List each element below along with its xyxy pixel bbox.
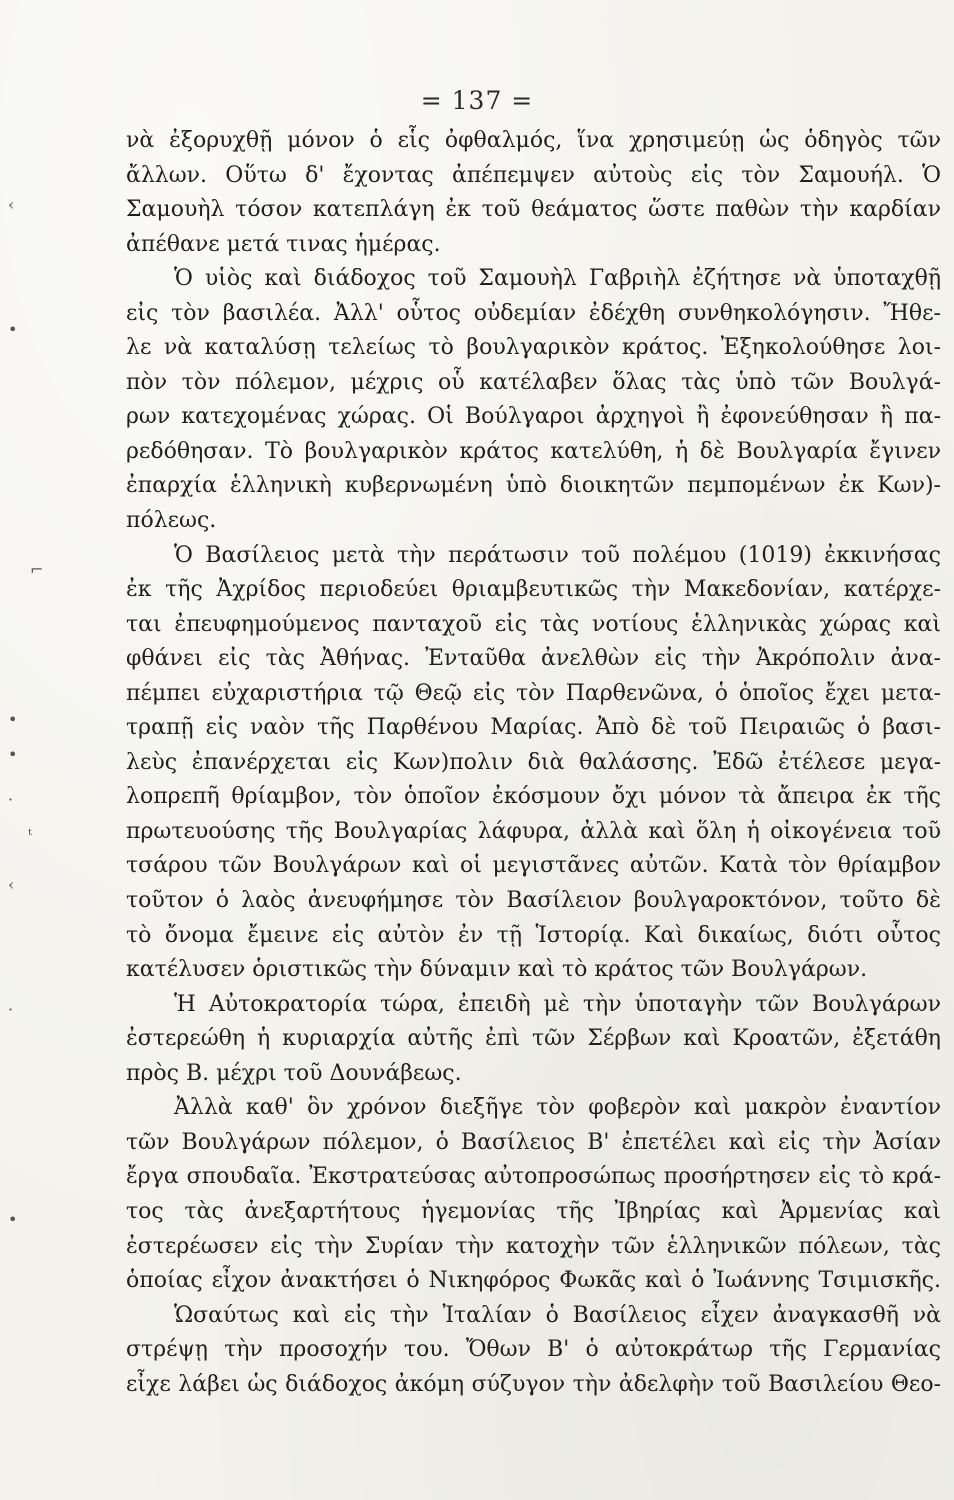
margin-speck: ·	[8, 790, 14, 809]
text-line: ἔργα σπουδαῖα. Ἐκστρατεύσας αὐτοπροσώπως προσήρτησεν εἰς τὸ κρά-	[126, 1164, 941, 1190]
text-line: Ἀλλὰ καθ' ὃν χρόνον διεξῆγε τὸν φοβερὸν καὶ μακρὸν ἐναντίον	[174, 1095, 941, 1121]
text-line: λε νὰ καταλύσῃ τελείως τὸ βουλγαρικὸν κράτος. Ἐξηκολούθησε λοι-	[126, 335, 941, 361]
text-line: πὸν τὸν πόλεμον, μέχρις οὗ κατέλαβεν ὅλας τὰς ὑπὸ τῶν Βουλγά-	[126, 369, 941, 395]
text-line: λοπρεπῆ θρίαμβον, τὸν ὁποῖον ἐκόσμουν ὄχι μόνον τὰ ἄπειρα ἐκ τῆς	[126, 784, 941, 810]
text-line: Ὁ Βασίλειος μετὰ τὴν περάτωσιν τοῦ πολέμου (1019) ἐκκινήσας	[174, 542, 941, 568]
text-line: ται ἐπευφημούμενος πανταχοῦ εἰς τὰς νοτίους ἑλληνικὰς χώρας καὶ	[126, 611, 941, 637]
margin-speck: ‹	[8, 195, 15, 214]
text-line: τῶν Βουλγάρων πόλεμον, ὁ Βασίλειος Β' ἐπετέλει καὶ εἰς τὴν Ἀσίαν	[126, 1129, 941, 1155]
text-line: στρέψῃ τὴν προσοχήν του. Ὄθων Β' ὁ αὐτοκράτωρ τῆς Γερμανίας	[126, 1337, 941, 1363]
text-line: ἐστερεώθη ἡ κυριαρχία αὐτῆς ἐπὶ τῶν Σέρβων καὶ Κροατῶν, ἐξετάθη	[126, 1026, 941, 1052]
margin-speck: •	[8, 320, 18, 339]
text-line: πέμπει εὐχαριστήρια τῷ Θεῷ εἰς τὸν Παρθενῶνα, ὁ ὁποῖος ἔχει μετα-	[126, 680, 941, 706]
text-line: ἐστερέωσεν εἰς τὴν Συρίαν τὴν κατοχὴν τῶν ἑλληνικῶν πόλεων, τὰς	[126, 1233, 941, 1259]
text-line: τσάρου τῶν Βουλγάρων καὶ οἱ μεγιστᾶνες αὐτῶν. Κατὰ τὸν θρίαμβον	[126, 853, 941, 879]
text-line: λεὺς ἐπανέρχεται εἰς Κων)πολιν διὰ θαλάσσης. Ἐδῶ ἐτέλεσε μεγα-	[126, 749, 941, 775]
text-line: ἐκ τῆς Ἀχρίδος περιοδεύει θριαμβευτικῶς τὴν Μακεδονίαν, κατέρχε-	[126, 577, 941, 603]
text-line: πρὸς Β. μέχρι τοῦ Δουνάβεως.	[126, 1060, 462, 1086]
margin-speck: ᵗ	[28, 825, 32, 844]
text-line: Ὁ υἱὸς καὶ διάδοχος τοῦ Σαμουὴλ Γαβριὴλ ἐζήτησε νὰ ὑποταχθῇ	[174, 266, 941, 292]
page-number: = 137 =	[420, 86, 534, 115]
text-line: εἶχε λάβει ὡς διάδοχος ἀκόμη σύζυγον τὴν ἀδελφὴν τοῦ Βασιλείου Θεο-	[126, 1371, 941, 1397]
text-line: κατέλυσεν ὁριστικῶς τὴν δύναμιν καὶ τὸ κράτος τῶν Βουλγάρων.	[126, 957, 868, 983]
text-line: πρωτευούσης τῆς Βουλγαρίας λάφυρα, ἀλλὰ καὶ ὅλη ἡ οἰκογένεια τοῦ	[126, 818, 941, 844]
body-text	[126, 124, 941, 1402]
text-line: τραπῇ εἰς ναὸν τῆς Παρθένου Μαρίας. Ἀπὸ δὲ τοῦ Πειραιῶς ὁ βασι-	[126, 715, 941, 741]
margin-speck: •	[8, 745, 18, 764]
margin-speck: •	[8, 710, 18, 729]
text-line: φθάνει εἰς τὰς Ἀθήνας. Ἐνταῦθα ἀνελθὼν εἰς τὴν Ἀκρόπολιν ἀνα-	[126, 646, 941, 672]
text-line: ὁποίας εἶχον ἀνακτήσει ὁ Νικηφόρος Φωκᾶς καὶ ὁ Ἰωάννης Τσιμισκῆς.	[126, 1268, 941, 1294]
text-line: τος τὰς ἀνεξαρτήτους ἡγεμονίας τῆς Ἰβηρίας καὶ Ἀρμενίας καὶ	[126, 1198, 941, 1224]
text-line: Σαμουὴλ τόσον κατεπλάγη ἐκ τοῦ θεάματος ὥστε παθὼν τὴν καρδίαν	[126, 197, 941, 223]
text-line: ρων κατεχομένας χώρας. Οἱ Βούλγαροι ἀρχηγοὶ ἢ ἐφονεύθησαν ἢ πα-	[126, 404, 941, 430]
text-line: εἰς τὸν βασιλέα. Ἀλλ' οὗτος οὐδεμίαν ἐδέχθη συνθηκολόγησιν. Ἤθε-	[126, 300, 941, 326]
text-line: ἐπαρχία ἑλληνικὴ κυβερνωμένη ὑπὸ διοικητῶν πεμπομένων ἐκ Κων)-	[126, 473, 941, 499]
text-line: τοῦτον ὁ λαὸς ἀνευφήμησε τὸν Βασίλειον βουλγαροκτόνον, τοῦτο δὲ	[126, 888, 941, 914]
margin-speck: ‹	[8, 875, 15, 894]
text-line: ἄλλων. Οὕτω δ' ἔχοντας ἀπέπεμψεν αὐτοὺς εἰς τὸν Σαμουήλ. Ὁ	[126, 162, 941, 188]
text-line: Ἡ Αὐτοκρατορία τώρα, ἐπειδὴ μὲ τὴν ὑποταγὴν τῶν Βουλγάρων	[174, 991, 941, 1017]
text-line: Ὡσαύτως καὶ εἰς τὴν Ἰταλίαν ὁ Βασίλειος εἶχεν ἀναγκασθῆ νὰ	[174, 1302, 941, 1328]
text-line: ρεδόθησαν. Τὸ βουλγαρικὸν κράτος κατελύθη, ἡ δὲ Βουλγαρία ἔγινεν	[126, 438, 941, 464]
text-line: τὸ ὄνομα ἔμεινε εἰς αὐτὸν ἐν τῇ Ἱστορίᾳ. Καὶ δικαίως, διότι οὗτος	[126, 922, 941, 948]
text-line: πόλεως.	[126, 508, 217, 534]
margin-speck: ⌐	[30, 560, 44, 579]
margin-speck: ·	[8, 1000, 14, 1019]
text-line: νὰ ἐξορυχθῇ μόνον ὁ εἷς ὀφθαλμός, ἵνα χρησιμεύῃ ὡς ὁδηγὸς τῶν	[126, 128, 941, 153]
margin-specks	[0, 0, 44, 1500]
margin-speck: •	[8, 1210, 18, 1229]
text-line: ἀπέθανε μετά τινας ἡμέρας.	[126, 231, 441, 257]
